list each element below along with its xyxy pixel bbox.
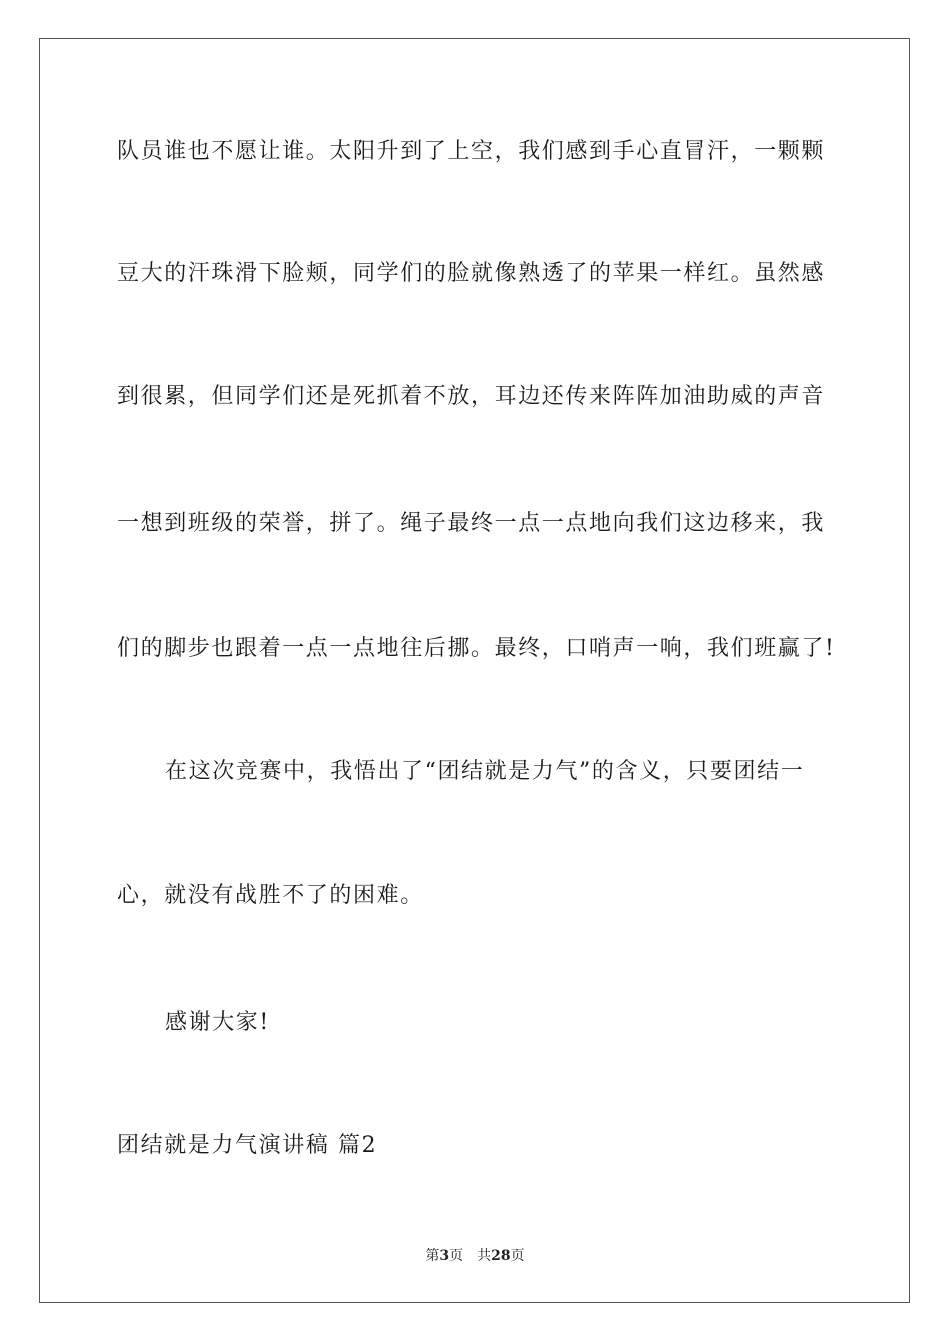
footer-total-suffix: 页 xyxy=(510,1248,525,1264)
section-heading: 团结就是力气演讲稿 篇2 xyxy=(117,1133,378,1158)
body-text-line-4: 一想到班级的荣誉，拼了。绳子最终一点一点地向我们这边移来，我 xyxy=(117,511,826,536)
footer-page-number: 3 xyxy=(439,1248,450,1264)
page-footer xyxy=(0,1246,950,1266)
footer-page-suffix: 页 xyxy=(449,1248,464,1264)
paragraph-text-line-2: 心，就没有战胜不了的困难。 xyxy=(117,883,424,908)
body-text-line-5: 们的脚步也跟着一点一点地往后挪。最终，口哨声一响，我们班赢了! xyxy=(117,636,836,661)
closing-text: 感谢大家! xyxy=(165,1010,270,1035)
body-text-line-2: 豆大的汗珠滑下脸颊，同学们的脸就像熟透了的苹果一样红。虽然感 xyxy=(117,261,826,286)
body-text-line-3: 到很累，但同学们还是死抓着不放，耳边还传来阵阵加油助威的声音 xyxy=(117,384,826,409)
footer-total-prefix: 共 xyxy=(477,1248,492,1264)
body-text-line-1: 队员谁也不愿让谁。太阳升到了上空，我们感到手心直冒汗，一颗颗 xyxy=(117,139,826,164)
paragraph-text-line-1: 在这次竞赛中，我悟出了“团结就是力气”的含义，只要团结一 xyxy=(165,759,805,784)
footer-page-prefix: 第 xyxy=(425,1248,440,1264)
footer-total-number: 28 xyxy=(491,1248,511,1264)
page-border xyxy=(39,38,910,1303)
